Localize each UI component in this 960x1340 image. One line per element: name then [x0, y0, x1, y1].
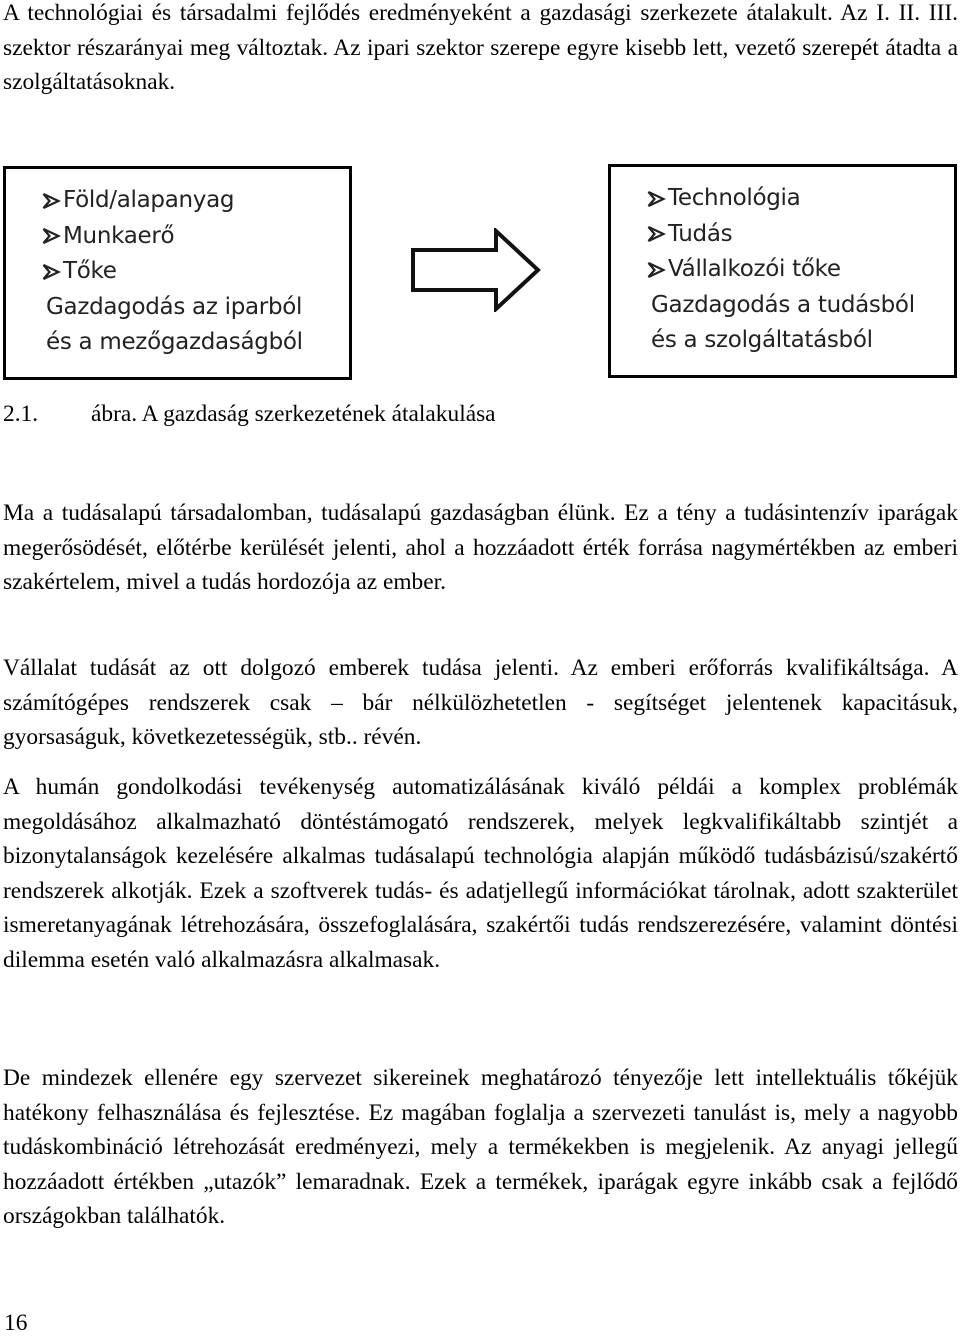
figure-number: 2.1. — [3, 401, 39, 427]
list-item — [645, 217, 915, 253]
paragraph-company-knowledge: Vállalat tudását az ott dolgozó emberek tudása jelenti. Az emberi erőforrás kvalifikáltsága. A számítógépes rendszerek csak – bár nélkülözhetetlen - segítséget jelentenek kapacitásuk, gyorsaságuk, következetességük, stb.. révén. — [3, 655, 958, 751]
list-item — [645, 252, 915, 288]
list-item-label: Munkaerő — [63, 222, 175, 249]
figure-caption — [3, 397, 496, 431]
arrowhead-bullet-icon — [40, 226, 61, 246]
figure-left-box — [3, 166, 352, 380]
left-box-note-line-2: és a mezőgazdaságból — [46, 329, 303, 355]
arrowhead-bullet-icon — [40, 262, 61, 282]
list-item — [645, 181, 915, 217]
right-box-note-line-1: Gazdagodás a tudásból — [651, 291, 915, 318]
figure-right-box — [608, 164, 957, 378]
left-box-note-line-1: Gazdagodás az iparból — [46, 293, 303, 320]
list-item — [40, 183, 303, 219]
list-item-label: Tudás — [668, 220, 733, 247]
paragraph-intellectual-capital: De mindezek ellenére egy szervezet sikereinek meghatározó tényezője lett intellektuális tőkéjük hatékony felhasználása és fejlesztése. Ez magában foglalja a szervezeti tanulást is, mely a nagyobb tudáskombináció létrehozását eredményezi, mely a termékekben is megjelenik. Az anyagi jellegű hozzáadott értékben „utazók” lemaradnak. Ezek a termékek, iparágak egyre inkább csak a fejlődő országokban találhatók. — [3, 1065, 958, 1230]
right-box-note-line-2: és a szolgáltatásból — [651, 327, 873, 353]
right-box-list — [645, 181, 915, 288]
page-number: 16 — [4, 1310, 28, 1336]
arrowhead-bullet-icon — [645, 189, 666, 209]
paragraph-knowledge-society: Ma a tudásalapú társadalomban, tudásalapú gazdaságban élünk. Ez a tény a tudásintenzív iparágak megerősödését, előtérbe kerülését jelenti, ahol a hozzáadott érték forrása nagymértékben az emberi szakértelem, mivel a tudás hordozója az ember. — [3, 500, 958, 596]
arrowhead-bullet-icon — [645, 224, 666, 244]
figure-caption-text: ábra. A gazdaság szerkezetének átalakulása — [91, 401, 496, 427]
arrowhead-bullet-icon — [645, 260, 666, 280]
list-item-label: Tőke — [63, 258, 117, 284]
list-item-label: Technológia — [668, 185, 801, 211]
list-item-label: Föld/alapanyag — [63, 187, 235, 213]
list-item-label: Vállalkozói tőke — [668, 256, 841, 282]
list-item — [40, 219, 303, 255]
left-box-list — [40, 183, 303, 290]
list-item — [40, 254, 303, 290]
intro-paragraph: A technológiai és társadalmi fejlődés eredményeként a gazdasági szerkezete átalakult. Az I. II. III. szektor részarányai meg változtak. Az ipari szektor szerepe egyre kisebb lett, vezető szerepét átadta a szolgáltatásoknak. — [3, 0, 958, 96]
right-arrow-icon — [410, 228, 542, 312]
paragraph-expert-systems: A humán gondolkodási tevékenység automatizálásának kiváló példái a komplex problémák megoldásához alkalmazható döntéstámogató rendszerek, melyek legkvalifikáltabb szintjét a bizonytalanságok kezelésére alkalmas tudásalapú technológia alapján működő tudásbázisú/szakértő rendszerek alkotják. Ezek a szoftverek tudás- és adatjellegű információkat tárolnak, adott szakterület ismeretanyagának létrehozására, összefoglalására, szakértői tudás rendszerezésére, valamint döntési dilemma esetén való alkalmazásra alkalmasak. — [3, 774, 958, 973]
arrowhead-bullet-icon — [40, 191, 61, 211]
